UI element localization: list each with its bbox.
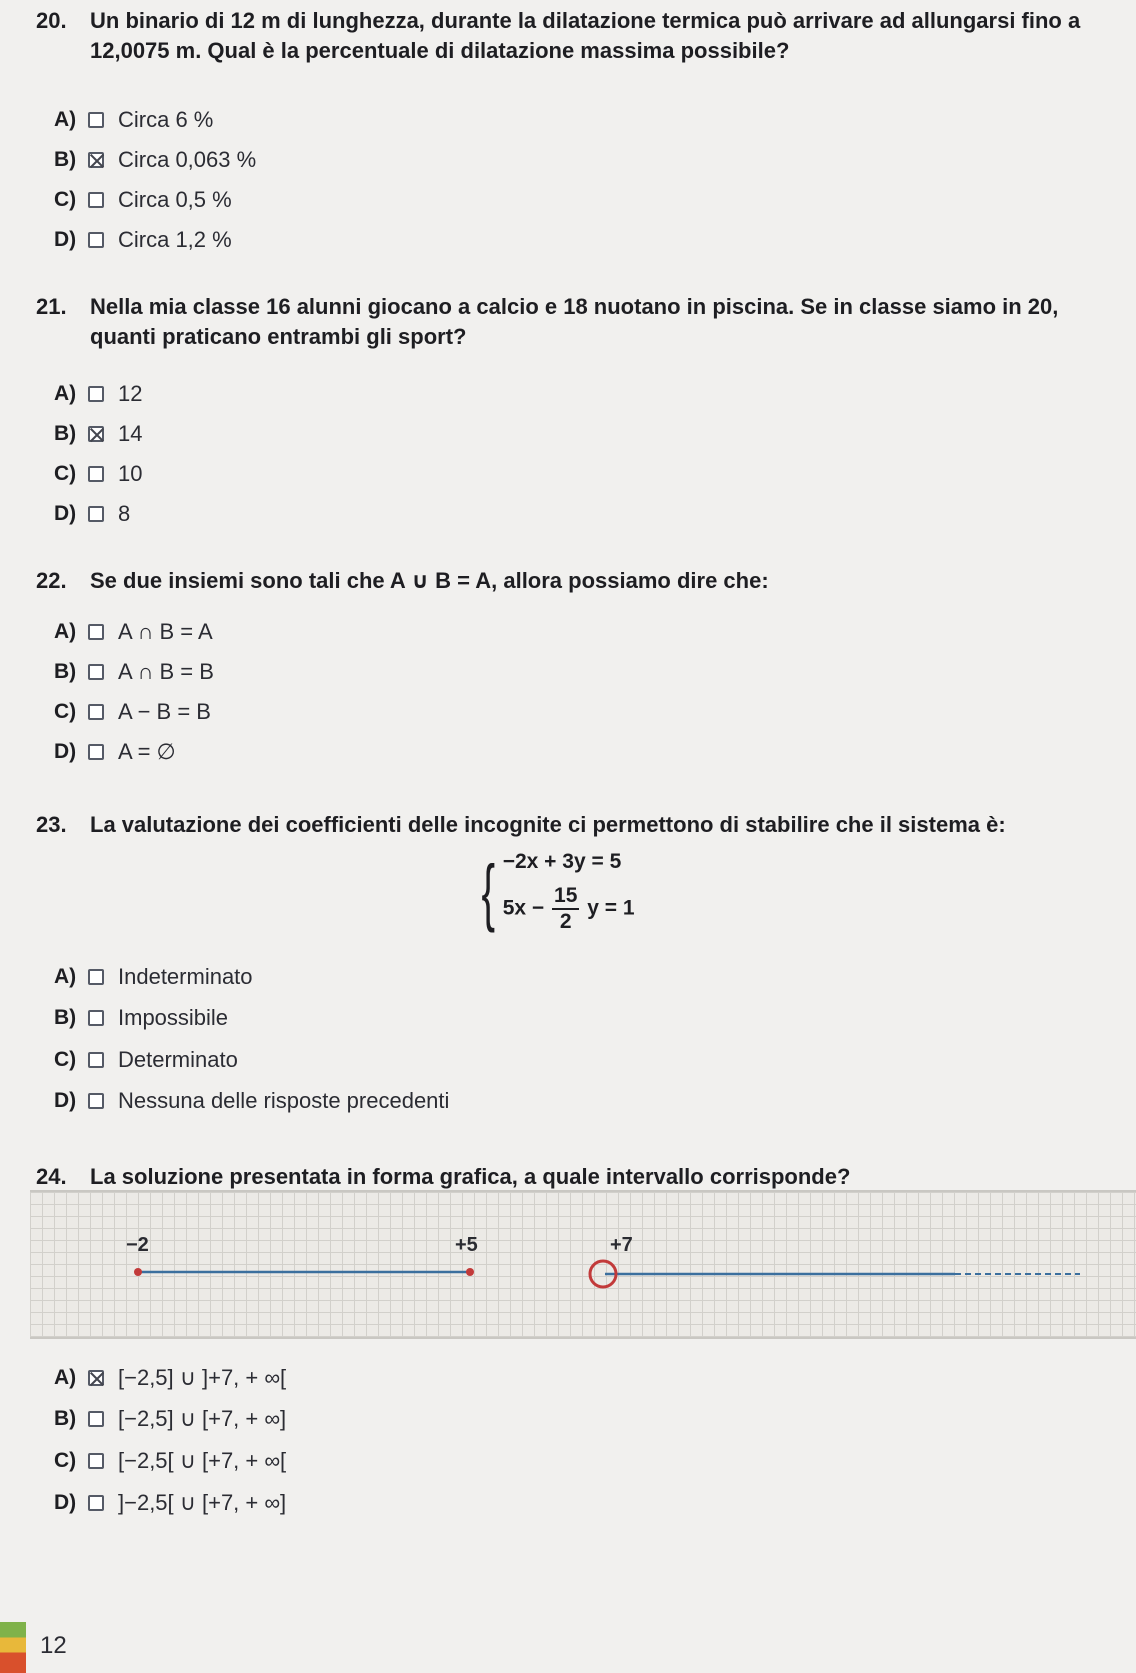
checkbox[interactable] xyxy=(88,704,104,720)
option-text: 12 xyxy=(118,381,143,406)
checkbox[interactable] xyxy=(88,232,104,248)
option-24-a[interactable] xyxy=(54,1361,286,1395)
question-header xyxy=(36,6,1116,66)
option-22-d[interactable] xyxy=(54,735,176,769)
option-letter: C) xyxy=(54,462,77,485)
equation-1: −2x + 3y = 5 xyxy=(502,850,622,873)
checkbox[interactable] xyxy=(88,506,104,522)
question-text: La valutazione dei coefficienti delle incognite ci permettono di stabilire che il sistema è: xyxy=(90,812,1006,837)
page-color-tab xyxy=(0,1622,26,1673)
option-text: [−2,5[ ∪ [+7, + ∞[ xyxy=(118,1448,287,1473)
question-number: 22. xyxy=(36,568,67,593)
equation-system xyxy=(476,850,635,934)
option-letter: B) xyxy=(54,660,77,683)
option-letter: C) xyxy=(54,1048,77,1071)
option-20-b[interactable] xyxy=(54,143,256,177)
checkbox[interactable] xyxy=(88,192,104,208)
fraction-denominator: 2 xyxy=(559,910,572,933)
checkbox[interactable] xyxy=(88,386,104,402)
option-letter: B) xyxy=(54,422,77,445)
option-23-c[interactable] xyxy=(54,1043,238,1077)
option-text: Circa 0,5 % xyxy=(118,187,232,212)
option-text: Indeterminato xyxy=(118,964,253,989)
page-number: 12 xyxy=(40,1632,67,1659)
option-letter: C) xyxy=(54,700,77,723)
option-text: 8 xyxy=(118,501,131,526)
option-letter: A) xyxy=(54,620,77,643)
question-text: Un binario di 12 m di lunghezza, durante la dilatazione termica può arrivare ad allungarsi fino a 12,0075 m. Qual è la percentuale di dilatazione massima possibile? xyxy=(90,8,1081,63)
option-20-d[interactable] xyxy=(54,223,232,257)
option-text: A = ∅ xyxy=(118,739,176,764)
option-text: A − B = B xyxy=(118,699,211,724)
question-number: 20. xyxy=(36,8,67,33)
checkbox[interactable] xyxy=(88,1495,104,1511)
question-22 xyxy=(36,566,1116,596)
option-letter: B) xyxy=(54,1006,77,1029)
question-text: Nella mia classe 16 alunni giocano a calcio e 18 nuotano in piscina. Se in classe siamo in 20, quanti praticano entrambi gli sport? xyxy=(90,294,1059,349)
label-plus-7: +7 xyxy=(610,1234,633,1256)
equation-2 xyxy=(503,884,635,934)
option-22-b[interactable] xyxy=(54,655,214,689)
option-letter: A) xyxy=(54,108,77,131)
option-text: Impossibile xyxy=(118,1005,229,1030)
option-letter: A) xyxy=(54,965,77,988)
question-header xyxy=(36,292,1116,352)
question-24 xyxy=(36,1162,1116,1192)
option-text: ]−2,5[ ∪ [+7, + ∞] xyxy=(118,1490,287,1515)
question-number: 24. xyxy=(36,1164,67,1189)
brace-symbol: { xyxy=(481,850,496,933)
option-text: Circa 6 % xyxy=(118,107,214,132)
closed-endpoint-plus-5 xyxy=(466,1268,474,1276)
option-text: 14 xyxy=(118,421,143,446)
question-header xyxy=(36,810,1116,840)
checkbox[interactable] xyxy=(88,1010,104,1026)
question-text: La soluzione presentata in forma grafica, a quale intervallo corrisponde? xyxy=(90,1164,851,1189)
number-line-svg xyxy=(30,1192,1136,1337)
checkbox-checked[interactable] xyxy=(88,152,104,168)
option-letter: D) xyxy=(54,1089,77,1112)
question-header xyxy=(36,1162,1116,1192)
checkbox[interactable] xyxy=(88,624,104,640)
checkbox[interactable] xyxy=(88,466,104,482)
fraction xyxy=(552,884,579,934)
option-text: [−2,5] ∪ [+7, + ∞] xyxy=(118,1406,287,1431)
number-line-graph xyxy=(30,1190,1136,1339)
option-21-a[interactable] xyxy=(54,377,142,411)
option-text: A ∩ B = A xyxy=(118,619,213,644)
option-22-a[interactable] xyxy=(54,615,213,649)
checkbox[interactable] xyxy=(88,1411,104,1427)
checkbox[interactable] xyxy=(88,744,104,760)
question-number: 23. xyxy=(36,812,67,837)
question-20 xyxy=(36,6,1116,66)
question-text: Se due insiemi sono tali che A ∪ B = A, allora possiamo dire che: xyxy=(90,568,769,593)
option-20-c[interactable] xyxy=(54,183,232,217)
checkbox[interactable] xyxy=(88,969,104,985)
fraction-numerator: 15 xyxy=(552,884,579,910)
question-23 xyxy=(36,810,1116,840)
question-number: 21. xyxy=(36,294,67,319)
checkbox[interactable] xyxy=(88,112,104,128)
option-text: Nessuna delle risposte precedenti xyxy=(118,1088,450,1113)
option-text: Determinato xyxy=(118,1047,238,1072)
checkbox[interactable] xyxy=(88,1453,104,1469)
option-24-b[interactable] xyxy=(54,1402,286,1436)
equation-2-part-a: 5x − xyxy=(502,896,545,920)
option-letter: D) xyxy=(54,1491,77,1514)
option-letter: D) xyxy=(54,502,77,525)
label-plus-5: +5 xyxy=(455,1234,478,1256)
closed-endpoint-minus-2 xyxy=(134,1268,142,1276)
option-text: 10 xyxy=(118,461,143,486)
option-letter: C) xyxy=(54,1449,77,1472)
checkbox-checked[interactable] xyxy=(88,426,104,442)
option-23-a[interactable] xyxy=(54,960,253,994)
option-letter: D) xyxy=(54,228,77,251)
option-21-d[interactable] xyxy=(54,497,130,531)
option-22-c[interactable] xyxy=(54,695,211,729)
option-letter: A) xyxy=(54,382,77,405)
option-21-b[interactable] xyxy=(54,417,142,451)
option-letter: B) xyxy=(54,148,77,171)
option-24-d[interactable] xyxy=(54,1486,286,1520)
checkbox[interactable] xyxy=(88,664,104,680)
question-21 xyxy=(36,292,1116,352)
checkbox-checked[interactable] xyxy=(88,1370,104,1386)
option-text: [−2,5] ∪ ]+7, + ∞[ xyxy=(118,1365,287,1390)
system-lines xyxy=(503,850,635,934)
question-header xyxy=(36,566,1116,596)
option-text: Circa 0,063 % xyxy=(118,147,257,172)
option-letter: B) xyxy=(54,1407,77,1430)
checkbox[interactable] xyxy=(88,1052,104,1068)
option-24-c[interactable] xyxy=(54,1444,286,1478)
option-letter: C) xyxy=(54,188,77,211)
option-text: Circa 1,2 % xyxy=(118,227,232,252)
option-20-a[interactable] xyxy=(54,103,213,137)
option-23-d[interactable] xyxy=(54,1084,449,1118)
option-letter: A) xyxy=(54,1366,77,1389)
label-minus-2: −2 xyxy=(126,1234,149,1256)
checkbox[interactable] xyxy=(88,1093,104,1109)
option-23-b[interactable] xyxy=(54,1001,228,1035)
option-21-c[interactable] xyxy=(54,457,142,491)
option-letter: D) xyxy=(54,740,77,763)
equation-2-part-b: y = 1 xyxy=(587,896,635,920)
option-text: A ∩ B = B xyxy=(118,659,214,684)
